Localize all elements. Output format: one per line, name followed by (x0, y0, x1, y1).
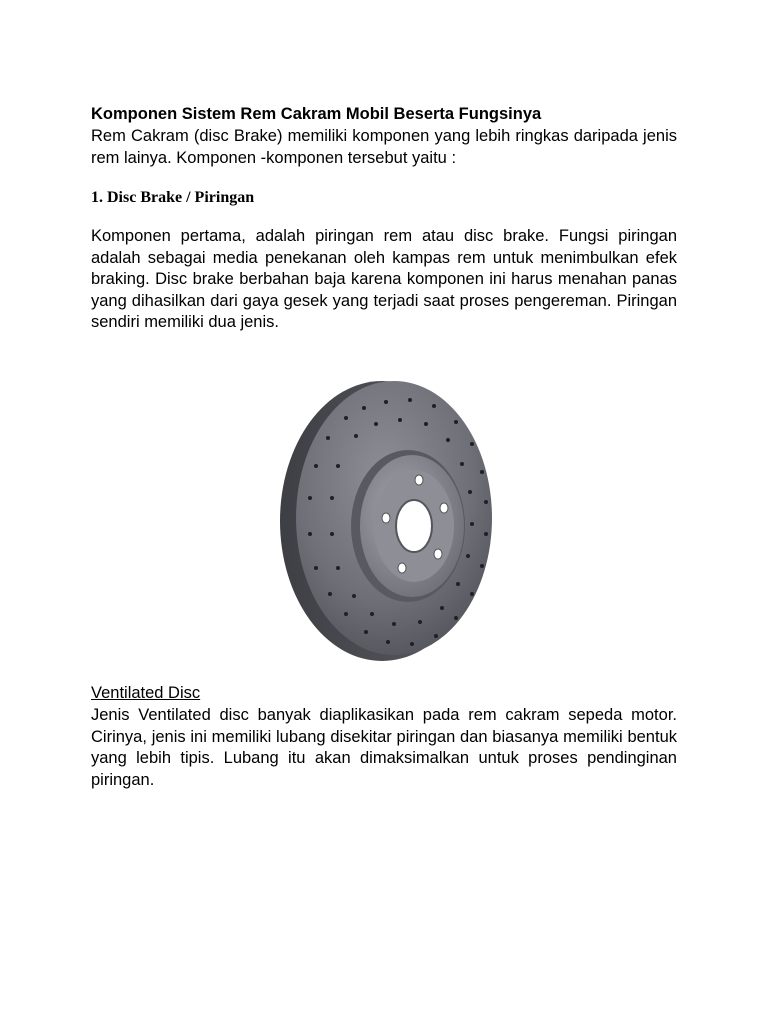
section-heading-disc-brake: 1. Disc Brake / Piringan (91, 189, 255, 206)
brake-disc-illustration (276, 378, 496, 668)
intro-paragraph: Rem Cakram (disc Brake) memiliki komponen yang lebih ringkas daripada jenis rem lainya. Komponen -komponen tersebut yaitu : (91, 127, 677, 167)
section-paragraph-disc-brake: Komponen pertama, adalah piringan rem atau disc brake. Fungsi piringan adalah sebagai media penekanan oleh kampas rem untuk menimbulkan efek braking. Disc brake berbahan baja karena komponen ini harus menahan panas yang dihasilkan dari gaya gesek yang terjadi saat proses pengereman. Piringan sendiri memiliki dua jenis. (91, 227, 677, 331)
subsection-heading-ventilated-disc: Ventilated Disc (91, 684, 201, 702)
subsection-paragraph-ventilated-disc: Jenis Ventilated disc banyak diaplikasikan pada rem cakram sepeda motor. Cirinya, jenis ini memiliki lubang disekitar piringan dan biasanya memiliki bentuk yang lebih tipis. Lubang itu akan dimaksimalkan untuk proses pendinginan piringan. (91, 706, 677, 789)
document-title: Komponen Sistem Rem Cakram Mobil Beserta Fungsinya (91, 105, 542, 123)
brake-disc-image (276, 378, 496, 668)
